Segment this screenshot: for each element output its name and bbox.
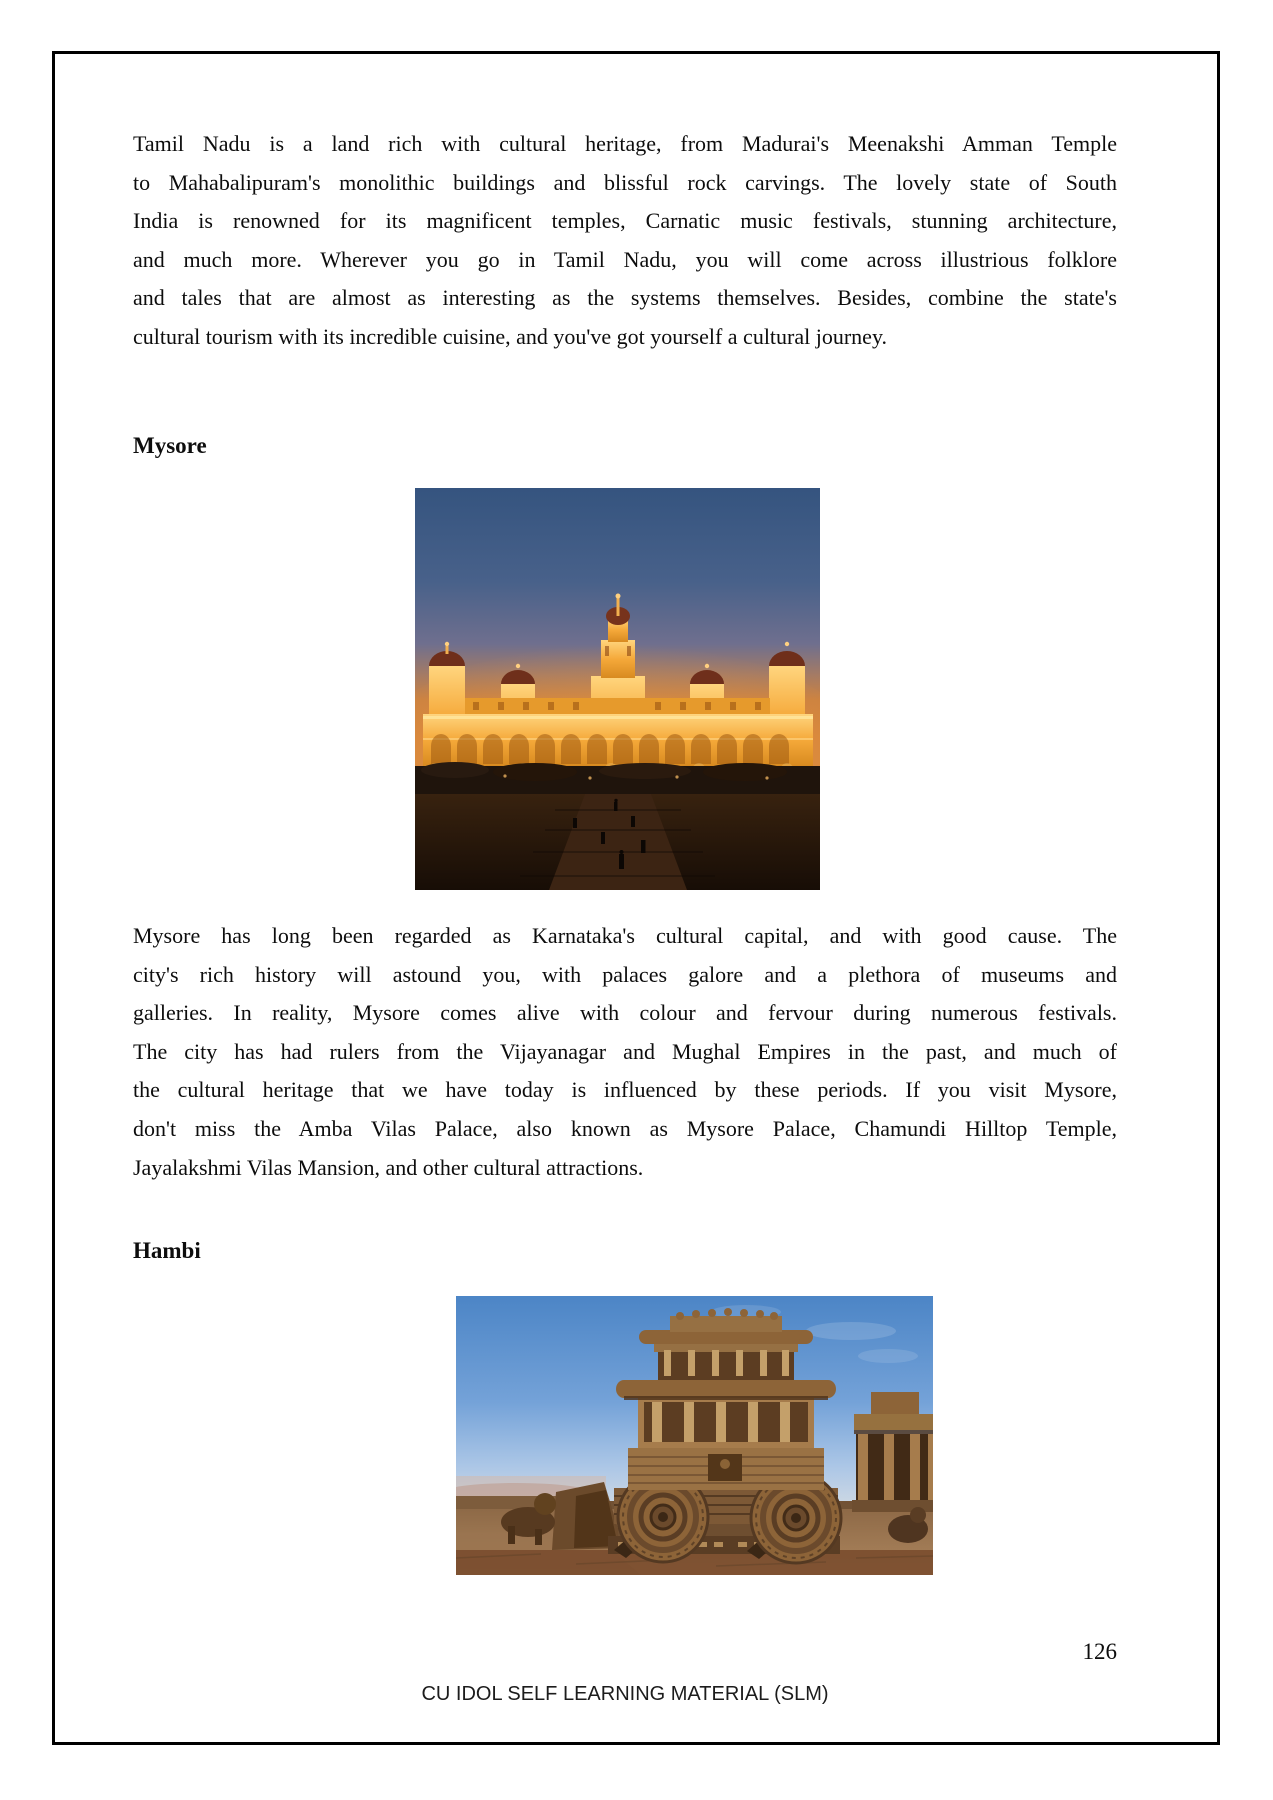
text-line: Jayalakshmi Vilas Mansion, and other cultural attractions. — [133, 1154, 644, 1180]
page-number: 126 — [1082, 1639, 1117, 1664]
heading-mysore: Mysore — [133, 433, 207, 458]
paragraph-mysore — [133, 917, 1117, 1187]
paragraph-tamil-nadu — [133, 125, 1117, 357]
text-line: city's rich history will astound you, with palaces galore and a plethora of museums and — [133, 961, 1117, 987]
hampi-stone-chariot-illustration — [456, 1296, 933, 1575]
text-line: to Mahabalipuram's monolithic buildings and blissful rock carvings. The lovely state of South — [133, 169, 1117, 195]
crowd-silhouette — [415, 762, 820, 798]
text-line: Tamil Nadu is a land rich with cultural heritage, from Madurai's Meenakshi Amman Temple — [133, 131, 1117, 156]
text-line: and tales that are almost as interesting as the systems themselves. Besides, combine the state's — [133, 285, 1117, 311]
text-line: The city has had rulers from the Vijayanagar and Mughal Empires in the past, and much of — [133, 1038, 1117, 1064]
text-line: India is renowned for its magnificent temples, Carnatic music festivals, stunning architecture, — [133, 208, 1117, 234]
text-line: and much more. Wherever you go in Tamil Nadu, you will come across illustrious folklore — [133, 246, 1117, 272]
mysore-palace-photo — [415, 488, 820, 890]
text-line: don't miss the Amba Vilas Palace, also known as Mysore Palace, Chamundi Hilltop Temple, — [133, 1115, 1117, 1141]
mysore-palace-illustration — [415, 488, 820, 890]
text-line: galleries. In reality, Mysore comes alive with colour and fervour during numerous festivals. — [133, 1000, 1117, 1026]
hampi-stone-chariot-photo — [456, 1296, 933, 1575]
footer-text: CU IDOL SELF LEARNING MATERIAL (SLM) — [421, 1683, 829, 1705]
pavement-walkway — [415, 794, 820, 890]
text-line: cultural tourism with its incredible cuisine, and you've got yourself a cultural journey. — [133, 323, 888, 349]
text-line: the cultural heritage that we have today is influenced by these periods. If you visit Mysore, — [133, 1077, 1117, 1103]
text-line: Mysore has long been regarded as Karnataka's cultural capital, and with good cause. The — [133, 923, 1117, 948]
heading-hambi: Hambi — [133, 1238, 201, 1263]
